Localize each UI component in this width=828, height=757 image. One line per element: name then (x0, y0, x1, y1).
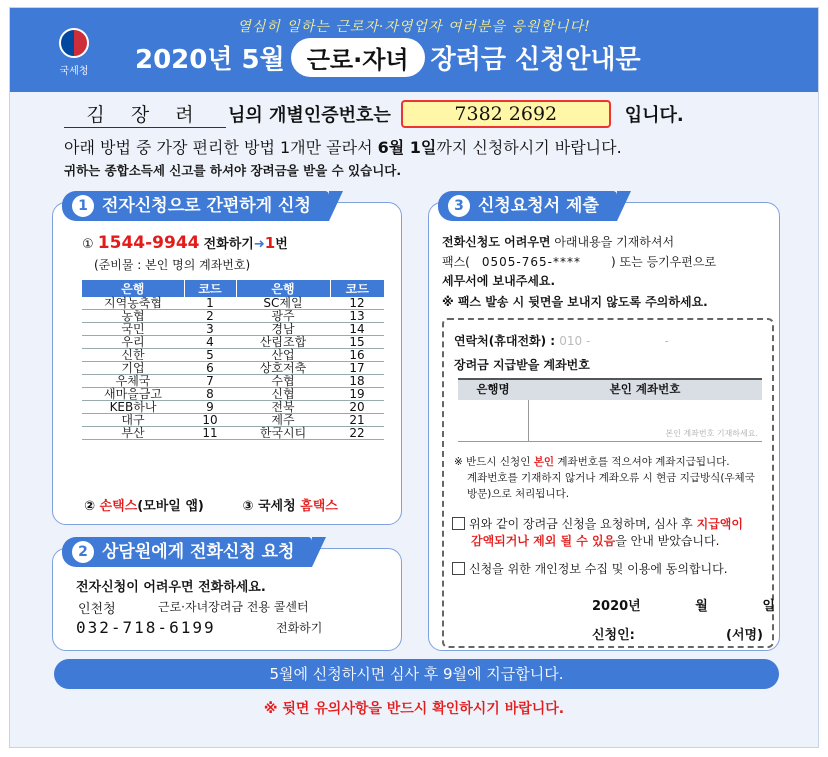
request-form (442, 318, 774, 648)
form-intro-1 (442, 233, 674, 250)
table-cell: 8 (184, 388, 236, 401)
signature-field[interactable]: (서명) (726, 628, 763, 643)
phone-intro: 전자신청이 어려우면 전화하세요. (76, 580, 266, 595)
account-label: 장려금 지급받을 계좌번호 (454, 358, 590, 372)
section3-title: 신청요청서 제출 (478, 196, 599, 216)
contact-line (454, 332, 669, 349)
other-options (84, 495, 338, 514)
call-center-phone: 032-718-6199 (76, 618, 216, 637)
table-cell: 농협 (82, 310, 184, 323)
title-date: 2020년 5월 (135, 45, 285, 75)
table-cell: 11 (184, 427, 236, 440)
recipient-name: 김 장 려 (64, 100, 226, 128)
col-bank-name: 은행명 (476, 382, 510, 396)
check1-red1: 지급액이 (696, 517, 743, 531)
consent-privacy (452, 560, 728, 577)
table-cell: 1 (184, 297, 236, 310)
account-hint: 본인 계좌번호 기재하세요. (665, 429, 758, 438)
table-cell: 국민 (82, 323, 184, 336)
consent-review (452, 516, 743, 550)
send-to-office: 세무서에 보내주세요. (442, 274, 556, 288)
table-row (82, 297, 384, 310)
logo-label: 국세청 (59, 66, 89, 77)
col-account-number: 본인 계좌번호 (609, 382, 681, 396)
form-intro-bold: 전화신청도 어려우면 (442, 235, 551, 249)
section1-tab (62, 191, 329, 221)
bank-table-wrap (82, 280, 384, 440)
contact-field[interactable]: 010 - (559, 334, 591, 348)
table-cell: 기업 (82, 362, 184, 375)
date-line (592, 595, 775, 614)
account-table (458, 378, 762, 442)
note-line-3: 방문)으로 처리됩니다. (467, 488, 570, 500)
ars-marker: ① (82, 237, 94, 252)
auth-line (64, 100, 684, 128)
contact-label: 연락처(휴대전화) : (454, 334, 556, 348)
table-cell: 신협 (236, 388, 330, 401)
table-cell: 전북 (236, 401, 330, 414)
sontax-label: 손택스 (99, 499, 138, 514)
note1-post: 계좌번호를 적으셔야 계좌지급됩니다. (557, 456, 730, 468)
table-cell: 한국시티 (236, 427, 330, 440)
table-header-row (82, 280, 384, 297)
header-banner (10, 8, 818, 92)
table-cell: 22 (330, 427, 384, 440)
ars-line (82, 233, 288, 253)
section2-title: 상담원에게 전화신청 요청 (102, 542, 295, 562)
table-cell: 제주 (236, 414, 330, 427)
section2-number: 2 (72, 541, 94, 563)
date-year: 2020년 (592, 599, 641, 614)
table-cell: SC제일 (236, 297, 330, 310)
col-code-1: 코드 (184, 280, 236, 297)
office-name: 인천청 (78, 602, 116, 617)
check1-red2: 감액되거나 제외 될 수 있음 (471, 534, 616, 548)
table-cell: 15 (330, 336, 384, 349)
nts-logo (52, 28, 96, 84)
ars-key-suffix: 번 (275, 237, 288, 252)
table-cell: 7 (184, 375, 236, 388)
note1-pre: ※ 반드시 신청인 (454, 456, 531, 468)
table-cell: 경남 (236, 323, 330, 336)
table-cell: 수협 (236, 375, 330, 388)
check1-post: 을 안내 받았습니다. (615, 534, 720, 548)
table-row (82, 323, 384, 336)
note-line-2: 계좌번호를 기재하지 않거나 계좌오류 시 현금 지급방식(우체국 (467, 472, 755, 484)
table-cell: 21 (330, 414, 384, 427)
payment-schedule-bar: 5월에 신청하시면 심사 후 9월에 지급합니다. (54, 659, 779, 689)
deadline-date: 6월 1일 (377, 138, 437, 157)
contact-dash: - (664, 334, 669, 348)
table-cell: 우체국 (82, 375, 184, 388)
table-row (82, 375, 384, 388)
fax-line (442, 253, 716, 270)
table-cell: 14 (330, 323, 384, 336)
bank-code-table (82, 280, 384, 440)
table-row (82, 310, 384, 323)
applicant-label: 신청인: (592, 628, 635, 643)
fax-pre: 팩스( (442, 255, 470, 269)
table-cell: 상호저축 (236, 362, 330, 375)
check1-pre: 위와 같이 장려금 신청을 요청하며, 심사 후 (469, 517, 693, 531)
name-suffix: 님의 개별인증번호는 (228, 105, 391, 126)
ars-phone: 1544-9944 (97, 233, 200, 253)
table-row (82, 414, 384, 427)
opt2-marker: ② (84, 499, 96, 514)
table-cell: 2 (184, 310, 236, 323)
notice-page (9, 7, 819, 748)
table-cell: 4 (184, 336, 236, 349)
table-cell: 3 (184, 323, 236, 336)
table-cell: 20 (330, 401, 384, 414)
table-row (82, 362, 384, 375)
bank-table-body (82, 297, 384, 440)
privacy-checkbox[interactable] (452, 562, 465, 575)
table-row (82, 427, 384, 440)
form-intro-rest: 아래내용을 기재하셔서 (554, 235, 675, 249)
call-center-name: 근로·자녀장려금 전용 콜센터 (158, 600, 309, 614)
bank-name-field[interactable] (458, 400, 528, 442)
table-cell: 광주 (236, 310, 330, 323)
table-cell: 12 (330, 297, 384, 310)
title-pill: 근로·자녀 (291, 38, 425, 77)
table-cell: 16 (330, 349, 384, 362)
note1-red: 본인 (533, 456, 554, 468)
fax-number: 0505-765-**** (481, 255, 581, 269)
ars-call: 전화하기 (203, 237, 254, 252)
back-side-warning: ※ 뒷면 유의사항을 반드시 확인하시기 바랍니다. (263, 701, 565, 717)
col-bank-2: 은행 (236, 280, 330, 297)
table-row (82, 336, 384, 349)
table-cell: 10 (184, 414, 236, 427)
prep-note: (준비물 : 본인 명의 계좌번호) (94, 258, 251, 272)
table-row (82, 401, 384, 414)
fax-caution: ※ 팩스 발송 시 뒷면을 보내지 않도록 주의하세요. (442, 295, 708, 309)
section3-number: 3 (448, 195, 470, 217)
section2-tab (62, 537, 312, 567)
table-row (82, 388, 384, 401)
fax-post: ) 또는 등기우편으로 (610, 255, 717, 269)
page-title (135, 38, 641, 77)
section3-tab (438, 191, 617, 221)
title-main: 장려금 신청안내문 (430, 45, 641, 75)
table-cell: 산업 (236, 349, 330, 362)
col-code-2: 코드 (330, 280, 384, 297)
deadline-post: 까지 신청하시기 바랍니다. (436, 138, 622, 157)
date-day: 일 (762, 599, 775, 614)
taegeuk-emblem-icon (59, 28, 89, 58)
table-cell: 새마을금고 (82, 388, 184, 401)
date-month: 월 (695, 599, 708, 614)
check2-label: 신청을 위한 개인정보 수집 및 이용에 동의합니다. (469, 562, 728, 576)
table-row (82, 349, 384, 362)
table-cell: 13 (330, 310, 384, 323)
table-cell: 지역농축협 (82, 297, 184, 310)
table-cell: KEB하나 (82, 401, 184, 414)
note-line-1 (454, 454, 755, 470)
opt3-marker: ③ 국세청 (242, 499, 296, 514)
table-cell: 9 (184, 401, 236, 414)
arrow-right-icon: ➜ (253, 237, 265, 252)
section1-number: 1 (72, 195, 94, 217)
call-label: 전화하기 (276, 621, 323, 635)
table-cell: 5 (184, 349, 236, 362)
deadline-pre: 아래 방법 중 가장 편리한 방법 1개만 골라서 (64, 138, 373, 157)
auth-code: 7382 2692 (401, 100, 611, 128)
table-cell: 산림조합 (236, 336, 330, 349)
table-cell: 19 (330, 388, 384, 401)
tax-note: 귀하는 종합소득세 신고를 하셔야 장려금을 받을 수 있습니다. (64, 163, 402, 178)
hometax-label: 홈택스 (300, 499, 338, 514)
table-cell: 우리 (82, 336, 184, 349)
section1-title: 전자신청으로 간편하게 신청 (102, 196, 311, 216)
table-cell: 17 (330, 362, 384, 375)
table-cell: 대구 (82, 414, 184, 427)
col-bank-1: 은행 (82, 280, 184, 297)
code-suffix: 입니다. (624, 105, 684, 126)
table-cell: 18 (330, 375, 384, 388)
review-checkbox[interactable] (452, 517, 465, 530)
sontax-note: (모바일 앱) (137, 499, 204, 514)
account-note (454, 454, 755, 502)
table-cell: 신한 (82, 349, 184, 362)
table-cell: 부산 (82, 427, 184, 440)
slogan: 열심히 일하는 근로자·자영업자 여러분을 응원합니다! (237, 19, 591, 35)
ars-key: 1 (264, 234, 276, 252)
table-cell: 6 (184, 362, 236, 375)
deadline-line (64, 135, 622, 158)
